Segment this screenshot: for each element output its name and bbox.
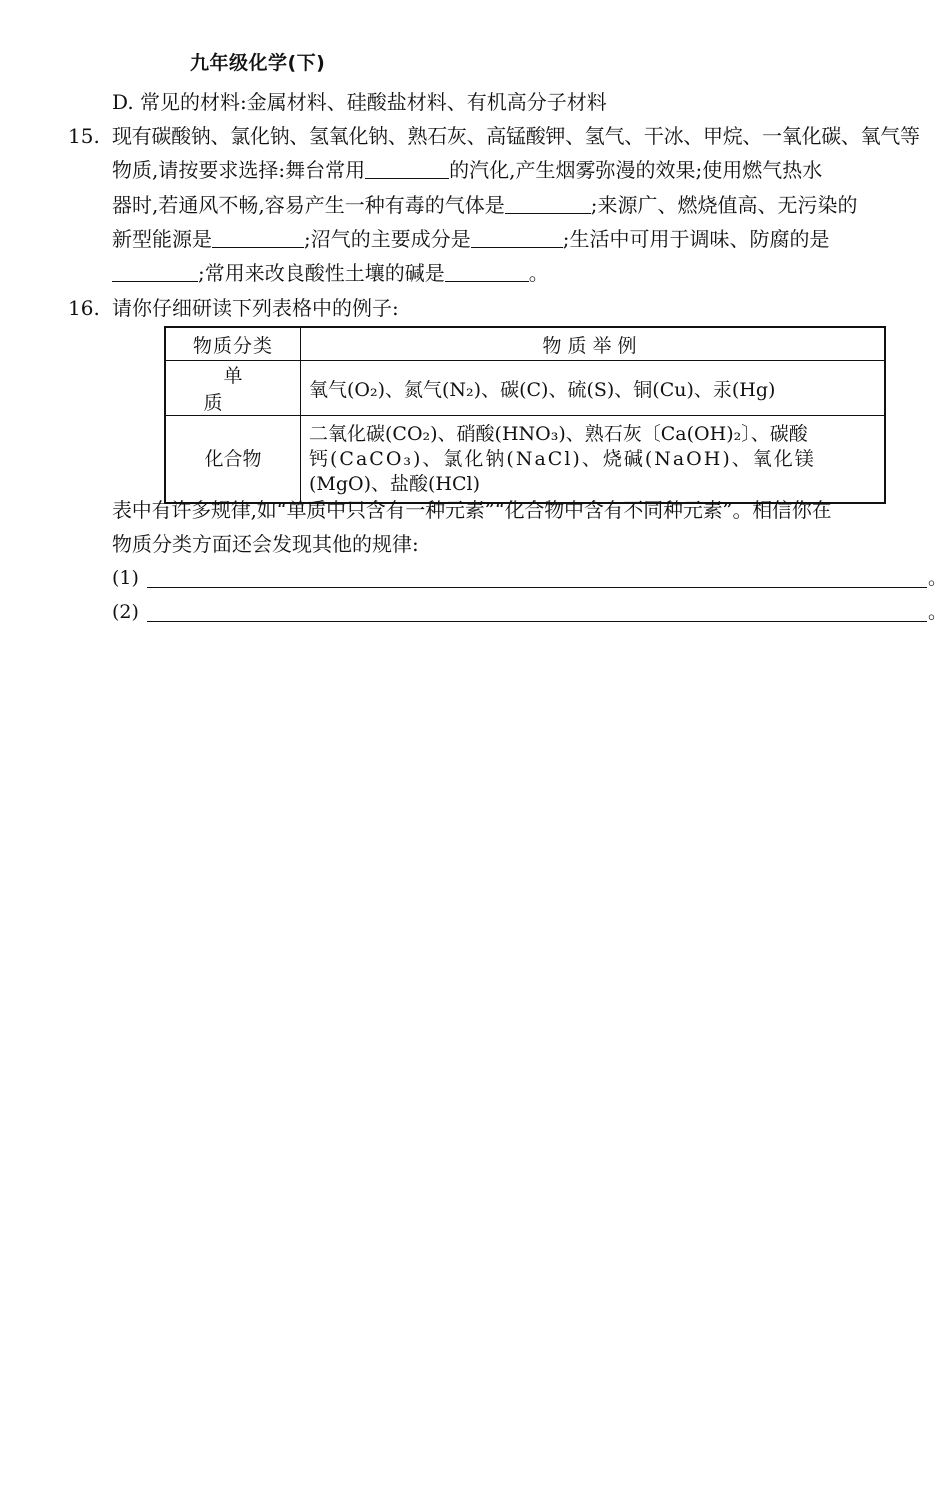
q15-line-2	[112, 158, 822, 182]
substance-classification-table	[164, 326, 886, 504]
q15-line-5	[112, 261, 549, 285]
q15-line-4-text-c: ;生活中可用于调味、防腐的是	[562, 227, 830, 251]
table-cell-category-compound: 化合物	[165, 416, 301, 504]
q15-line-4	[112, 227, 830, 251]
q16-paragraph-line-1: 表中有许多规律,如“单质中只含有一种元素”“化合物中含有不同种元素”。相信你在	[112, 498, 832, 522]
answer-2-period: 。	[928, 601, 948, 623]
q15-blank-2[interactable]	[505, 195, 591, 214]
q15-blank-1[interactable]	[365, 160, 449, 179]
table-header-row	[165, 327, 885, 361]
q15-line-2-text-b: 的汽化,产生烟雾弥漫的效果;使用燃气热水	[449, 158, 823, 182]
answer-2-label: (2)	[112, 601, 139, 623]
table-header-category: 物质分类	[165, 327, 301, 361]
q15-line-4-text-a: 新型能源是	[112, 227, 212, 251]
compound-examples-line-1: 二氧化碳(CO₂)、硝酸(HNO₃)、熟石灰〔Ca(OH)₂〕、碳酸	[309, 422, 808, 445]
table-cell-category-element: 单质	[165, 361, 301, 416]
answer-2-line[interactable]	[147, 621, 927, 622]
table-cell-element-examples: 氧气(O₂)、氮气(N₂)、碳(C)、硫(S)、铜(Cu)、汞(Hg)	[301, 361, 886, 416]
answer-1-line[interactable]	[147, 587, 927, 588]
q15-line-3-text-b: ;来源广、燃烧值高、无污染的	[590, 193, 858, 217]
q15-line-1: 现有碳酸钠、氯化钠、氢氧化钠、熟石灰、高锰酸钾、氢气、干冰、甲烷、一氧化碳、氧气等	[112, 124, 920, 148]
compound-examples-line-2: 钙(CaCO₃)、氯化钠(NaCl)、烧碱(NaOH)、氧化镁	[309, 447, 816, 470]
q15-blank-5[interactable]	[112, 263, 198, 282]
table-header-examples: 物质举例	[301, 327, 886, 361]
q14-option-d: D. 常见的材料:金属材料、硅酸盐材料、有机高分子材料	[112, 90, 607, 114]
q15-blank-6[interactable]	[445, 263, 529, 282]
q15-blank-4[interactable]	[471, 229, 563, 248]
answer-1-label: (1)	[112, 567, 139, 589]
q16-paragraph-line-2: 物质分类方面还会发现其他的规律:	[112, 532, 419, 556]
q15-line-4-text-b: ;沼气的主要成分是	[304, 227, 471, 251]
answer-1-period: 。	[928, 567, 948, 589]
q15-blank-3[interactable]	[212, 229, 304, 248]
table-cell-compound-examples	[301, 416, 886, 504]
q16-number: 16.	[68, 296, 100, 320]
q15-line-3	[112, 193, 857, 217]
q15-line-2-text-a: 物质,请按要求选择:舞台常用	[112, 158, 366, 182]
table-row-elements	[165, 361, 885, 416]
q15-line-3-text-a: 器时,若通风不畅,容易产生一种有毒的气体是	[112, 193, 505, 217]
q15-line-5-text-a: ;常用来改良酸性土壤的碱是	[198, 261, 445, 285]
q15-number: 15.	[68, 124, 100, 148]
table-row-compounds	[165, 416, 885, 504]
q16-intro: 请你仔细研读下列表格中的例子:	[112, 296, 399, 320]
page-header-title: 九年级化学(下)	[190, 52, 326, 74]
compound-examples-line-3: (MgO)、盐酸(HCl)	[309, 472, 481, 495]
q15-line-5-text-b: 。	[528, 261, 549, 285]
